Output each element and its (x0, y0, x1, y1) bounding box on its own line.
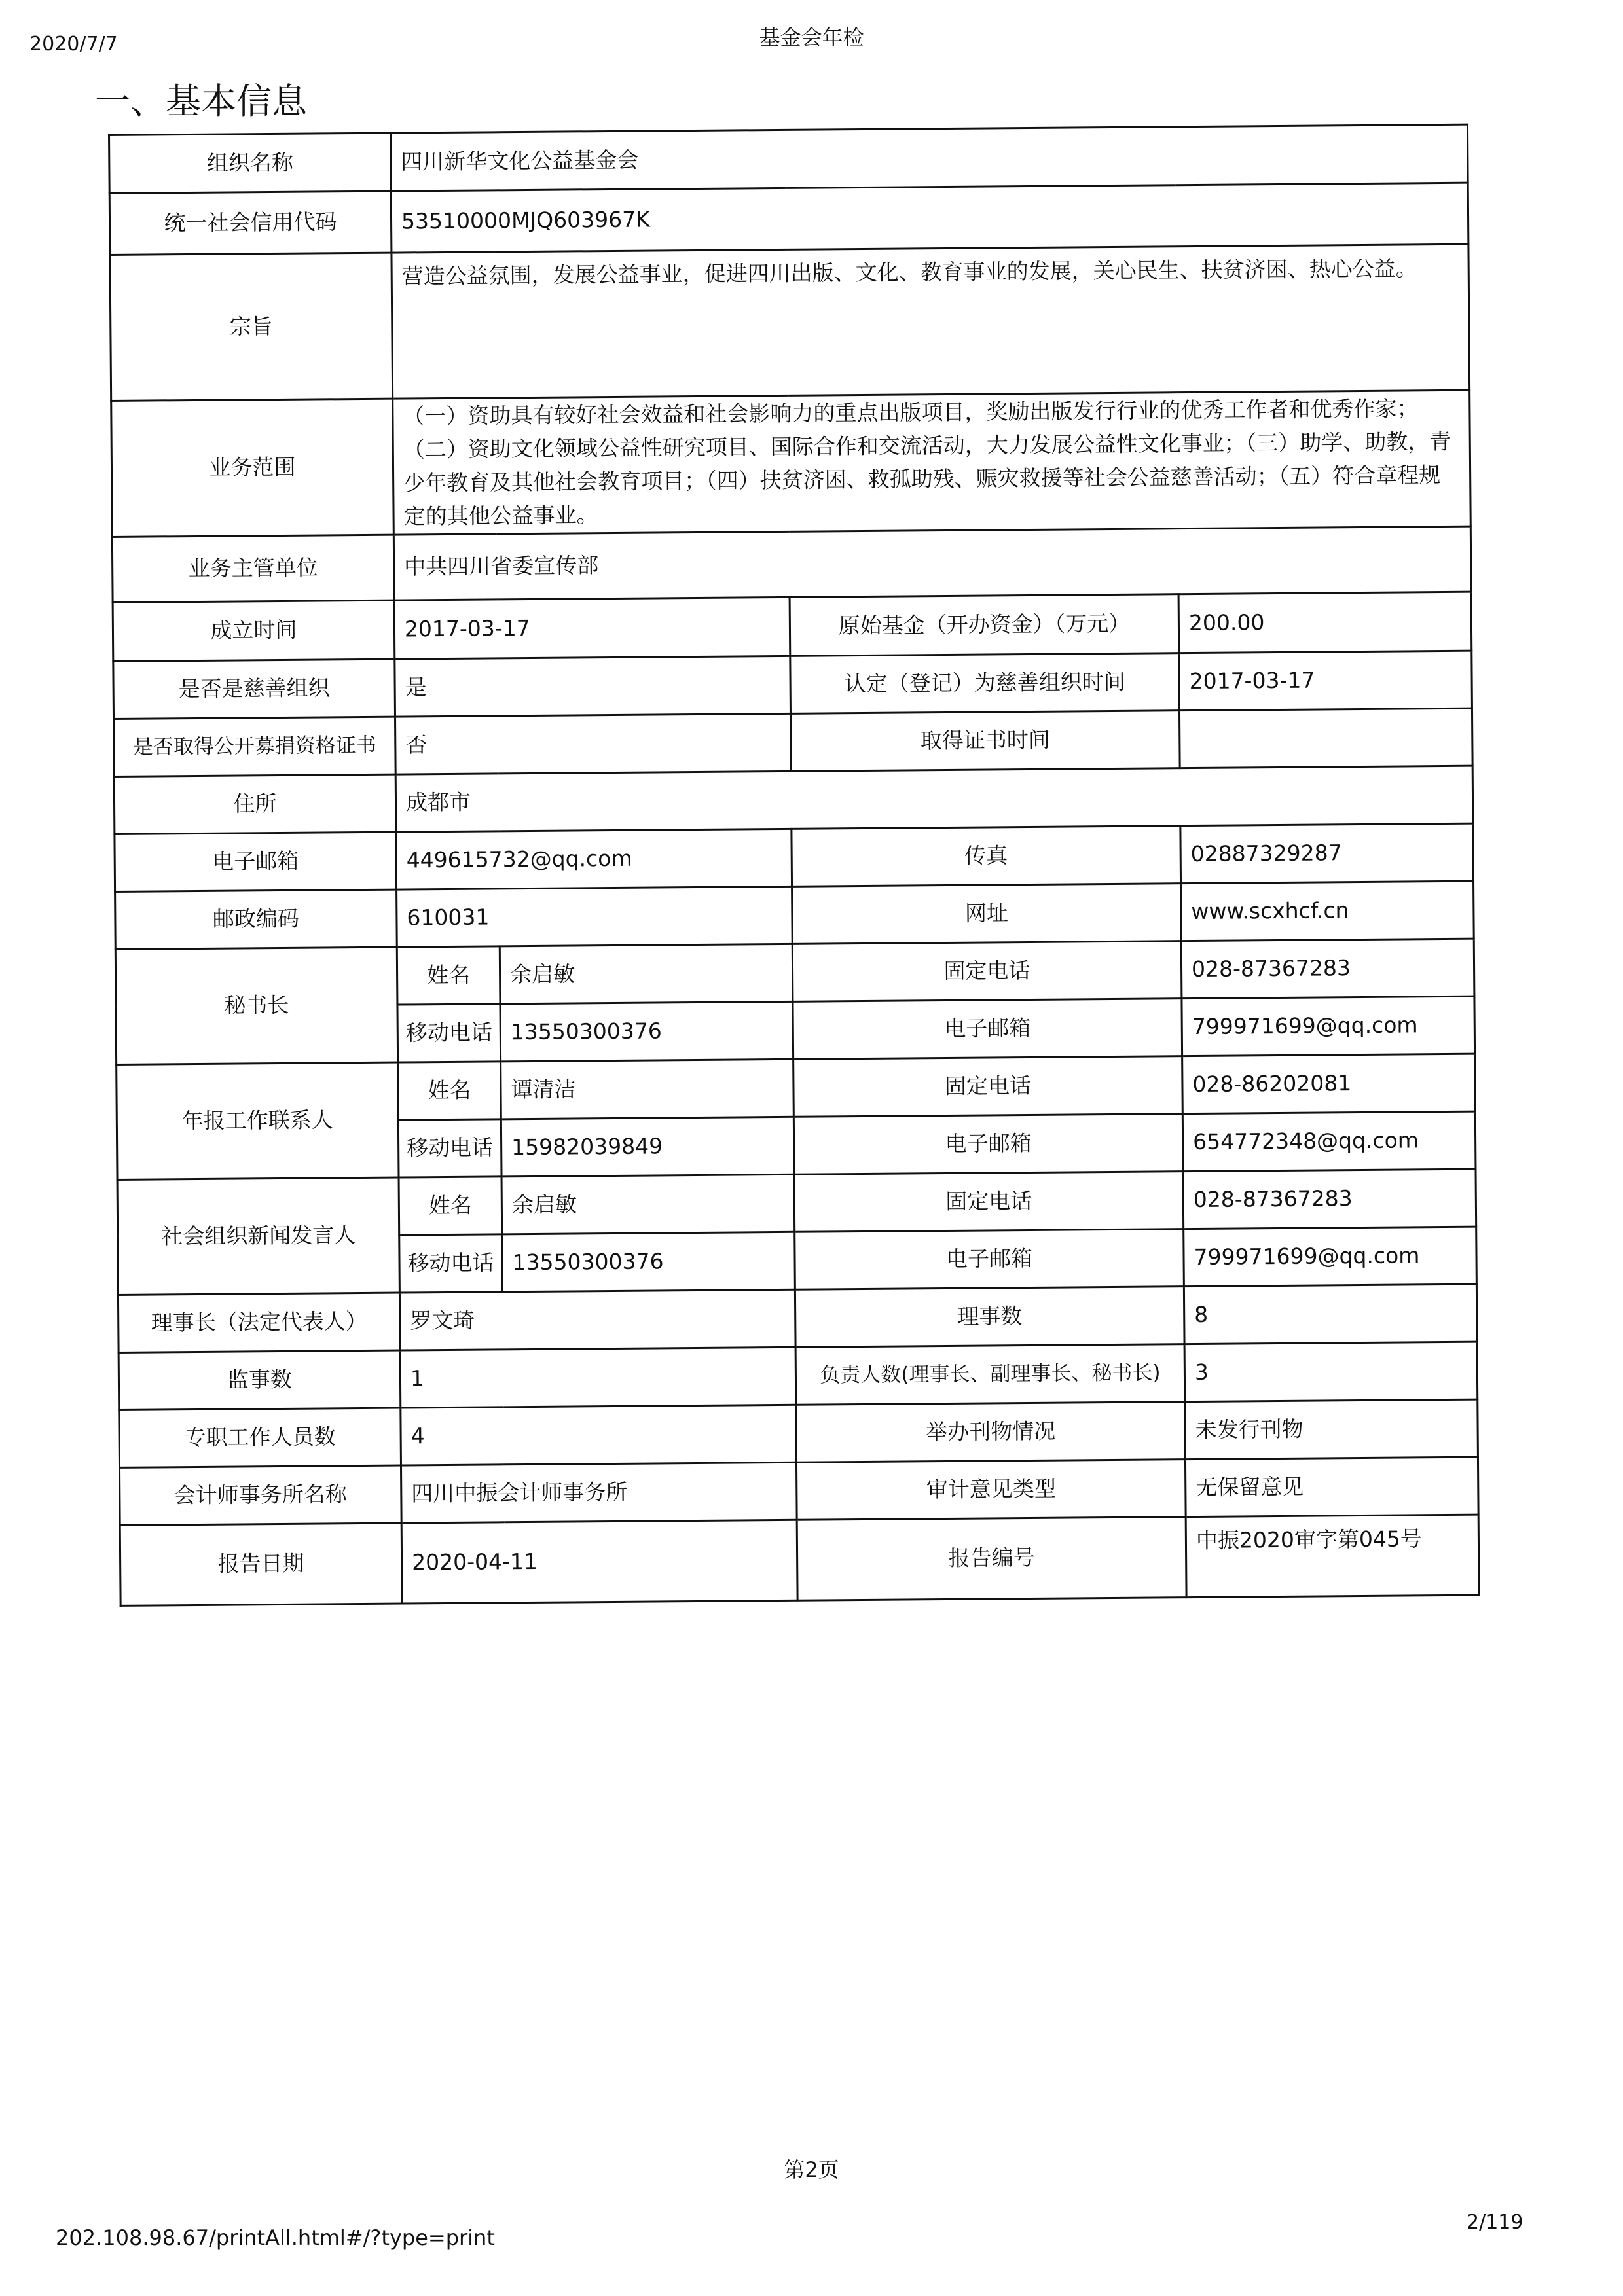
mobile-label: 移动电话 (398, 1119, 501, 1177)
table-row (119, 1457, 1478, 1525)
contact-email-label: 电子邮箱 (795, 1229, 1184, 1289)
mobile-label: 移动电话 (397, 1003, 501, 1062)
page-number: 第2页 (784, 2157, 839, 2182)
table-row (109, 183, 1468, 255)
report-no-value: 中振2020审字第045号 (1186, 1515, 1479, 1598)
table-row (119, 1342, 1478, 1410)
supervisors-value: 1 (400, 1347, 796, 1408)
org-name-value: 四川新华文化公益基金会 (390, 124, 1468, 191)
directors-count-value: 8 (1184, 1284, 1477, 1344)
cert-date-value (1179, 708, 1472, 768)
charity-date-value: 2017-03-17 (1179, 651, 1472, 711)
publications-value: 未发行刊物 (1185, 1399, 1478, 1460)
name-label: 姓名 (397, 946, 500, 1004)
contact-mobile: 13550300376 (502, 1232, 795, 1292)
org-name-label: 组织名称 (109, 133, 392, 193)
website-label: 网址 (792, 883, 1182, 944)
table-row (109, 124, 1468, 193)
audit-opinion-label: 审计意见类型 (796, 1459, 1186, 1520)
cert-date-label: 取得证书时间 (790, 710, 1180, 771)
leaders-value: 3 (1184, 1342, 1478, 1402)
table-row (113, 592, 1472, 661)
fax-label: 传真 (792, 825, 1181, 886)
fax-value: 02887329287 (1180, 823, 1474, 884)
charity-label: 是否是慈善组织 (113, 659, 395, 719)
credit-code-label: 统一社会信用代码 (109, 191, 392, 255)
report-date-value: 2020-04-11 (401, 1520, 797, 1604)
charity-value: 是 (395, 656, 791, 717)
fund-label: 原始基金（开办资金）（万元） (790, 594, 1179, 656)
chairman-label: 理事长（法定代表人） (118, 1293, 400, 1352)
table-row (118, 1284, 1477, 1352)
contact-phone: 028-87367283 (1181, 939, 1474, 999)
fundraising-value: 否 (395, 713, 792, 774)
postcode-value: 610031 (397, 886, 793, 947)
name-label: 姓名 (398, 1061, 501, 1119)
contact-email: 799971699@qq.com (1184, 1227, 1477, 1287)
report-no-label: 报告编号 (797, 1516, 1186, 1600)
website-value: www.scxhcf.cn (1181, 881, 1474, 941)
supervisor-value: 中共四川省委宣传部 (393, 526, 1471, 600)
table-row (117, 1169, 1476, 1237)
contact-email-label: 电子邮箱 (793, 998, 1182, 1059)
contact-email-label: 电子邮箱 (793, 1113, 1183, 1174)
fund-value: 200.00 (1178, 592, 1472, 653)
table-row (115, 881, 1474, 949)
address-value: 成都市 (395, 766, 1473, 832)
phone-label: 固定电话 (792, 941, 1182, 1001)
email-value: 449615732@qq.com (396, 829, 792, 889)
supervisors-label: 监事数 (119, 1350, 401, 1410)
credit-code-value: 53510000MJQ603967K (391, 183, 1468, 253)
table-row (117, 1054, 1476, 1122)
staff-label: 专职工作人员数 (119, 1408, 401, 1467)
table-row (112, 526, 1471, 602)
name-label: 姓名 (399, 1176, 502, 1234)
contact-name: 谭清洁 (501, 1059, 794, 1119)
mobile-label: 移动电话 (399, 1234, 503, 1292)
publications-label: 举办刊物情况 (796, 1401, 1186, 1462)
page-header-title: 基金会年检 (759, 25, 864, 50)
print-url: 202.108.98.67/printAll.html#/?type=print (56, 2225, 495, 2250)
founded-label: 成立时间 (113, 600, 395, 661)
contact-mobile: 15982039849 (501, 1117, 794, 1177)
table-row (113, 651, 1472, 719)
contact-role: 年报工作联系人 (117, 1062, 399, 1179)
table-row (119, 1399, 1478, 1467)
contact-name: 余启敏 (501, 1174, 795, 1234)
contact-mobile: 13550300376 (500, 1001, 793, 1062)
section-title: 一、基本信息 (95, 81, 307, 122)
leaders-label: 负责人数(理事长、副理事长、秘书长) (795, 1344, 1185, 1405)
contact-email: 654772348@qq.com (1182, 1111, 1476, 1172)
table-row (114, 708, 1473, 776)
table-row (110, 244, 1470, 401)
table-row (115, 939, 1474, 1007)
accounting-firm-label: 会计师事务所名称 (119, 1465, 401, 1525)
contact-name: 余启敏 (500, 944, 793, 1004)
phone-label: 固定电话 (793, 1056, 1183, 1117)
accounting-firm-value: 四川中振会计师事务所 (401, 1462, 797, 1523)
charity-date-label: 认定（登记）为慈善组织时间 (790, 653, 1180, 713)
scope-value: （一）资助具有较好社会效益和社会影响力的重点出版项目，奖励出版发行行业的优秀工作者和优秀作家；（二）资助文化领域公益性研究项目、国际合作和交流活动，大力发展公益性文化事业；（三）助学、助教，青少年教育及其他社会教育项目；（四）扶贫济困、救孤助残、赈灾救援等社会公益慈善活动；（五）符合章程规定的其他公益事业。 (393, 390, 1471, 534)
address-label: 住所 (114, 774, 396, 834)
purpose-value: 营造公益氛围，发展公益事业，促进四川出版、文化、教育事业的发展，关心民生、扶贫济困、热心公益。 (392, 244, 1470, 399)
purpose-label: 宗旨 (110, 253, 393, 401)
email-label: 电子邮箱 (115, 832, 397, 891)
contact-role: 秘书长 (115, 947, 397, 1064)
report-date-label: 报告日期 (120, 1523, 402, 1605)
page-count: 2/119 (1467, 2211, 1523, 2234)
contact-role: 社会组织新闻发言人 (117, 1177, 399, 1295)
contact-email: 799971699@qq.com (1182, 996, 1475, 1056)
table-row (114, 766, 1473, 834)
scope-label: 业务范围 (111, 399, 394, 537)
directors-count-label: 理事数 (795, 1286, 1184, 1347)
table-row (111, 390, 1471, 537)
fundraising-label: 是否取得公开募捐资格证书 (114, 717, 396, 776)
staff-value: 4 (401, 1405, 797, 1465)
postcode-label: 邮政编码 (115, 889, 397, 949)
phone-label: 固定电话 (794, 1171, 1184, 1232)
contact-phone: 028-86202081 (1182, 1054, 1476, 1114)
print-date: 2020/7/7 (29, 33, 118, 56)
founded-value: 2017-03-17 (394, 597, 790, 659)
table-row (115, 823, 1474, 891)
supervisor-label: 业务主管单位 (112, 535, 394, 602)
audit-opinion-value: 无保留意见 (1185, 1457, 1478, 1517)
contact-phone: 028-87367283 (1183, 1169, 1476, 1229)
basic-info-table (108, 124, 1480, 1607)
table-row (120, 1515, 1479, 1605)
chairman-value: 罗文琦 (399, 1289, 795, 1350)
